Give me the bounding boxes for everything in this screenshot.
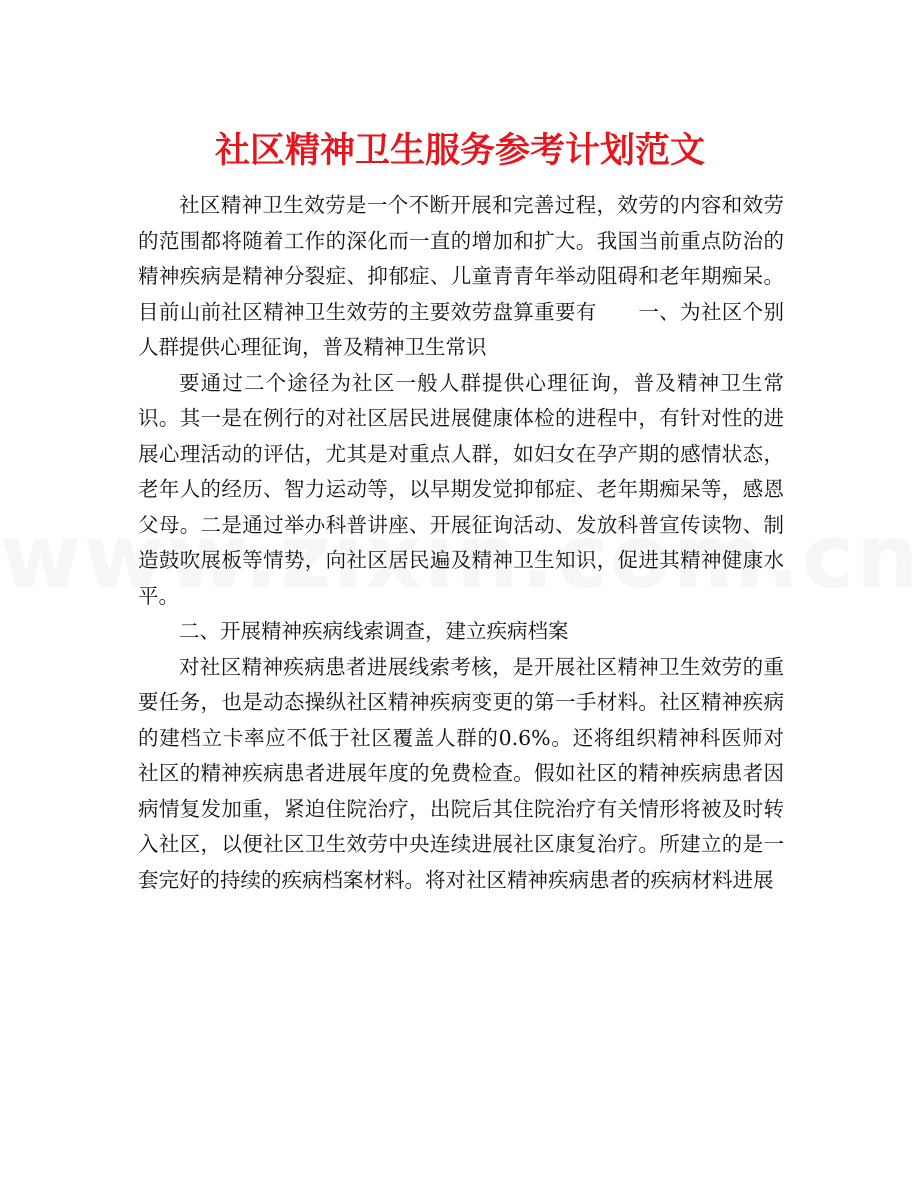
paragraph-records: 对社区精神疾病患者进展线索考核，是开展社区精神卫生效劳的重要任务，也是动态操纵社区精神疾病变更的第一手材料。社区精神疾病的建档立卡率应不低于社区覆盖人群的0.6%。还将组织精神科医师对社区的精神疾病患者进展年度的免费检查。假如社区的精神疾病患者因病情复发加重，紧迫住院治疗，出院后其住院治疗有关情形将被及时转入社区，以便社区卫生效劳中央连续进展社区康复治疗。所建立的是一套完好的持续的疾病档案材料。将对社区精神疾病患者的疾病材料进展 [138, 654, 784, 892]
paragraph-consulting: 要通过二个途径为社区一般人群提供心理征询，普及精神卫生常识。其一是在例行的对社区居民进展健康体检的进程中，有针对性的进展心理活动的评估，尤其是对重点人群，如妇女在孕产期的感情状态，老年人的经历、智力运动等，以早期发觉抑郁症、老年期痴呆等，感恩父母。二是通过举办科普讲座、开展征询活动、发放科普宣传读物、制造鼓吹展板等情势，向社区居民遍及精神卫生知识，促进其精神健康水平。 [138, 370, 784, 608]
section-heading-2: 二、开展精神疾病线索调查，建立疾病档案 [179, 619, 569, 643]
paragraph-intro: 社区精神卫生效劳是一个不断开展和完善过程，效劳的内容和效劳的范围都将随着工作的深化而一直的增加和扩大。我国当前重点防治的精神疾病是精神分裂症、抑郁症、儿童青青年举动阻碍和老年期痴呆。目前山前社区精神卫生效劳的主要效劳盘算重要有 一、为社区个别人群提供心理征询，普及精神卫生常识 [138, 193, 784, 359]
document-title: 社区精神卫生服务参考计划范文 [214, 131, 705, 171]
document-body [138, 188, 784, 898]
